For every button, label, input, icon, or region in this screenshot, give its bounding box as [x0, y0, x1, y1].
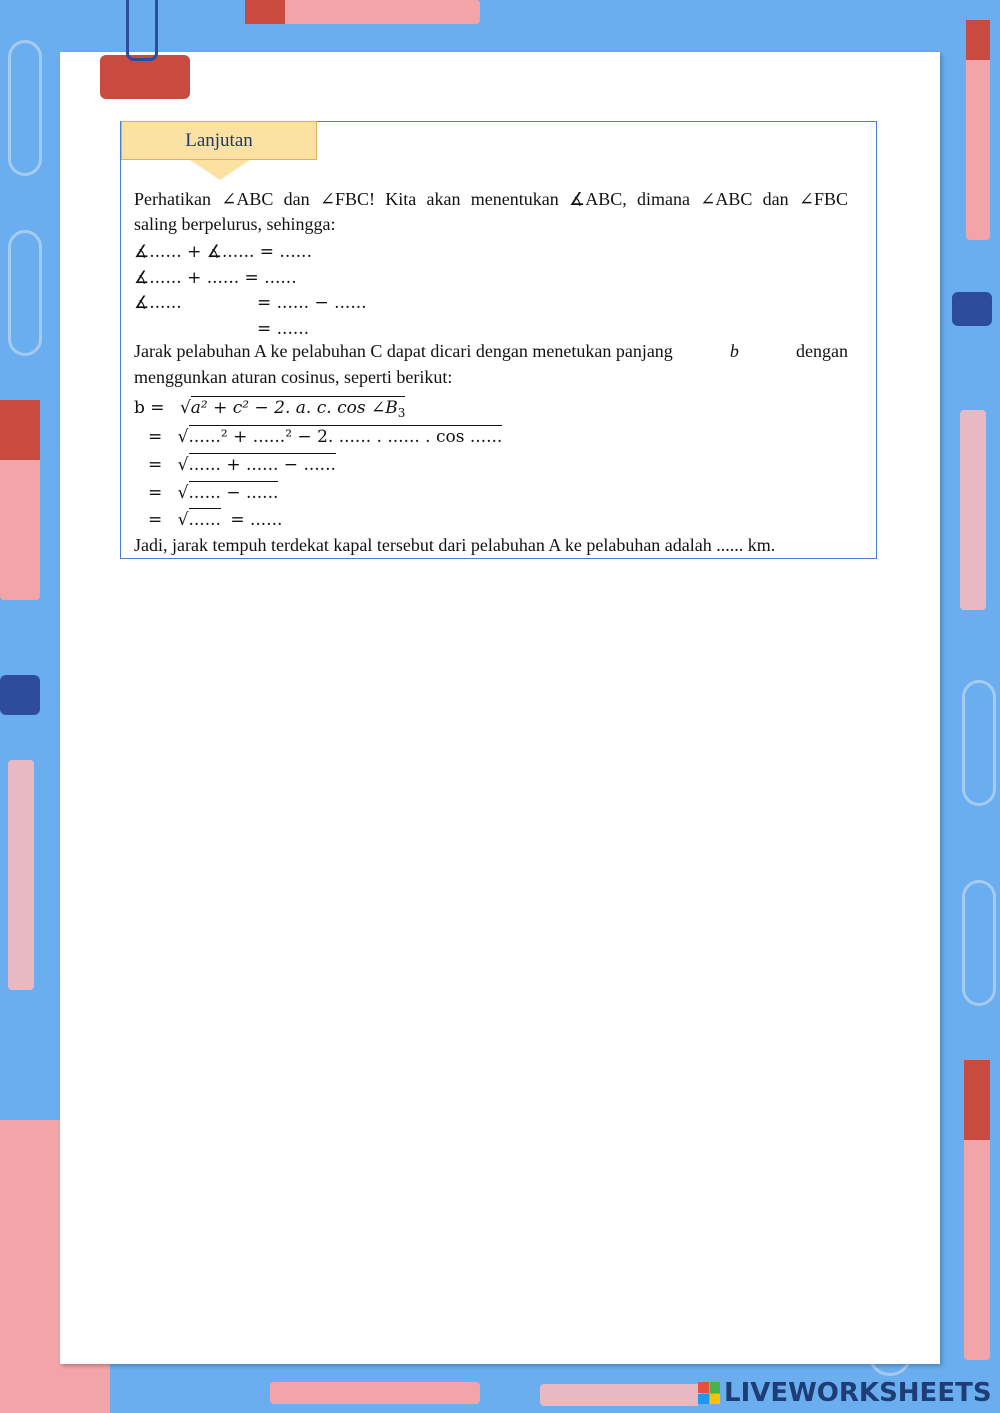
paperclip-decoration — [8, 230, 42, 356]
formula-radicand: ...... — [188, 510, 221, 530]
equals-sign: = — [148, 427, 163, 447]
angle-equation-4: = ...... — [257, 319, 310, 339]
equals-sign: = — [148, 510, 163, 530]
cosine-intro-line-1 — [134, 341, 848, 362]
angle-equation-1: ∡...... + ∡...... = ...... — [134, 242, 312, 262]
paperclip-decoration — [962, 680, 996, 806]
liveworksheets-logo — [698, 1378, 992, 1408]
intro-line-2: saling berpelurus, sehingga: — [134, 214, 336, 234]
conclusion-line: Jadi, jarak tempuh terdekat kapal tersebut dari pelabuhan A ke pelabuhan adalah ...... km. — [134, 535, 776, 555]
cosine-formula-row-2 — [148, 427, 502, 447]
formula-subscript: 3 — [397, 406, 406, 420]
cosine-intro-line-2: menggunkan aturan cosinus, seperti berikut: — [134, 367, 453, 387]
formula-radicand-text: a² + c² − 2. a. c. cos ∠B — [190, 398, 398, 418]
binder-clip-decoration — [0, 675, 40, 715]
tab-arrow-icon — [190, 160, 250, 180]
paperclip-decoration — [962, 880, 996, 1006]
liveworksheets-logo-icon — [698, 1382, 720, 1404]
pencil-band-decoration — [245, 0, 285, 24]
cosine-formula-row-1 — [134, 398, 405, 420]
sqrt-icon: √ — [177, 483, 189, 503]
equals-sign: = — [148, 455, 163, 475]
formula-radicand — [191, 396, 406, 418]
formula-lhs: b = — [134, 398, 165, 418]
binder-clip-handle — [126, 0, 158, 61]
pencil-decoration — [540, 1384, 700, 1406]
binder-clip-top — [100, 55, 190, 99]
cosine-formula-row-3 — [148, 455, 336, 475]
formula-radicand: ......² + ......² − 2. ...... . ...... . cos ...... — [188, 427, 503, 447]
formula-radicand: ...... − ...... — [188, 483, 279, 503]
cosine-formula-row-5 — [148, 510, 282, 530]
pencil-band-decoration — [0, 400, 40, 460]
tab-lanjutan: Lanjutan — [121, 121, 317, 160]
formula-result: = ...... — [230, 510, 283, 530]
equals-sign: = — [148, 483, 163, 503]
sqrt-icon: √ — [177, 510, 189, 530]
sqrt-icon: √ — [177, 427, 189, 447]
angle-equation-3-lhs: ∡...... — [134, 293, 182, 313]
pencil-band-decoration — [964, 1060, 990, 1140]
cosine-formula-row-4 — [148, 483, 278, 503]
cosine-intro-end: dengan — [796, 341, 848, 361]
pencil-decoration — [8, 760, 34, 990]
cosine-intro-text: Jarak pelabuhan A ke pelabuhan C dapat dicari dengan menetukan panjang — [134, 341, 673, 361]
pencil-decoration — [960, 410, 986, 610]
sqrt-icon: √ — [179, 398, 191, 418]
paperclip-decoration — [8, 40, 42, 176]
formula-radicand: ...... + ...... − ...... — [188, 455, 336, 475]
variable-b: b — [729, 341, 739, 361]
binder-clip-decoration — [952, 292, 992, 326]
intro-line-1: Perhatikan ∠ABC dan ∠FBC! Kita akan menentukan ∡ABC, dimana ∠ABC dan ∠FBC — [134, 189, 848, 209]
angle-equation-3-rhs: = ...... − ...... — [257, 293, 367, 313]
sqrt-icon: √ — [177, 455, 189, 475]
angle-equation-2: ∡...... + ...... = ...... — [134, 268, 297, 288]
liveworksheets-logo-text: LIVEWORKSHEETS — [724, 1378, 992, 1408]
pencil-decoration — [270, 1382, 480, 1404]
pencil-band-decoration — [966, 20, 990, 60]
